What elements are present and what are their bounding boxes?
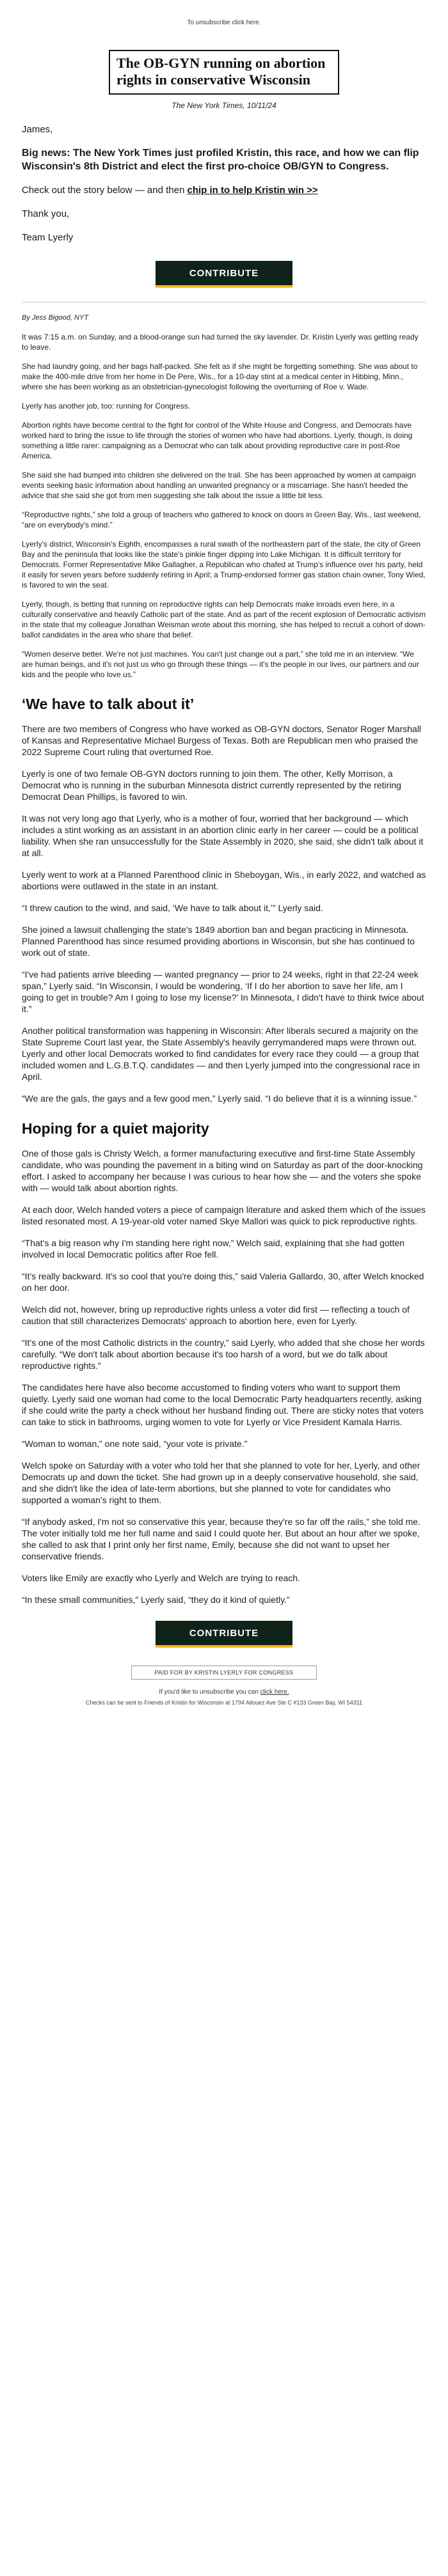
article-paragraph: One of those gals is Christy Welch, a former manufacturing executive and first-time State Assembly candidate, who was pounding the pavement in a biting wind on Saturday as part of the door-knocking effort. I asked to accompany her because I was curious to hear how she — and the voters she spoke with — would talk about abortion rights. bbox=[22, 1148, 423, 1193]
check-out-text: Check out the story below — and then bbox=[22, 185, 188, 196]
subhead-talk-about-it: ‘We have to talk about it’ bbox=[22, 696, 195, 712]
byline: By Jess Bigood, NYT bbox=[22, 314, 88, 322]
article-paragraph: It was 7:15 a.m. on Sunday, and a blood-orange sun had turned the sky lavender. Dr. Kristin Lyerly was getting ready to leave. bbox=[22, 332, 419, 352]
footer-unsubscribe bbox=[0, 1689, 448, 1696]
article-paragraph: “I threw caution to the wind, and said, ‘We have to talk about it,’” Lyerly said. bbox=[22, 903, 323, 913]
article-paragraph: The candidates here have also become accustomed to finding voters who want to support them quietly. Lyerly said one woman had come to the local Democratic Party headquarters recently, asking if she could write the party a check without her husband finding out. There are sticky notes that voters can take to stick in bathrooms, urging women to vote for Lyerly or Vice President Kamala Harris. bbox=[22, 1382, 424, 1427]
cta-row-top bbox=[0, 261, 448, 288]
paid-for-disclaimer: PAID FOR BY KRISTIN LYERLY FOR CONGRESS bbox=[131, 1666, 317, 1680]
article-section-3 bbox=[22, 1148, 426, 1605]
chip-in-link[interactable]: chip in to help Kristin win >> bbox=[187, 185, 318, 196]
article-paragraph: There are two members of Congress who have worked as OB-GYN doctors, Senator Roger Marshall of Kansas and Representative Michael Burgess of Texas. Both are Republican men who praised the 2022 Supreme Court ruling that overturned Roe. bbox=[22, 724, 422, 757]
article-paragraph: Welch did not, however, bring up reproductive rights unless a voter did first — reflecting a touch of caution that still characterizes Democrats' approach to abortion here, even for Lyerly. bbox=[22, 1304, 410, 1326]
headline: The OB-GYN running on abortion rights in conservative Wisconsin bbox=[109, 50, 339, 95]
subhead-quiet-majority: Hoping for a quiet majority bbox=[22, 1120, 209, 1137]
top-unsubscribe-link[interactable]: To unsubscribe click here. bbox=[187, 19, 261, 26]
article-paragraph: “Reproductive rights,” she told a group of teachers who gathered to knock on doors in Green Bay, Wis., last weekend, “are on everybody's mind.” bbox=[22, 510, 421, 529]
article-paragraph: She said she had bumped into children she delivered on the trail. She has been approached by women at campaign events seeking basic information about handling an unwanted pregnancy or a miscarriage. She hasn't heeded the advice that she said she got from men suggesting she talk about the issue a little bit less. bbox=[22, 471, 416, 500]
article-paragraph: Lyerly went to work at a Planned Parenthood clinic in Sheboygan, Wis., in early 2022, and watched as abortions were outlawed in the state in an instant. bbox=[22, 870, 426, 891]
lead-paragraph: Big news: The New York Times just profiled Kristin, this race, and how we can flip Wisconsin's 8th District and elect the first pro-choice OB/GYN to Congress. bbox=[22, 148, 419, 172]
check-out-paragraph bbox=[22, 183, 426, 197]
thank-you: Thank you, bbox=[22, 208, 70, 219]
article-paragraph: “That's a big reason why I'm standing here right now,” Welch said, explaining that she had gotten involved in local Democratic politics after Roe fell. bbox=[22, 1238, 405, 1260]
article-paragraph: “It's really backward. It's so cool that you're doing this,” said Valeria Gallardo, 30, after Welch knocked on her door. bbox=[22, 1271, 424, 1293]
article-paragraph: “Woman to woman,” one note said, “your vote is private.” bbox=[22, 1439, 248, 1449]
source-line: The New York Times, 10/11/24 bbox=[172, 101, 276, 110]
mailing-address: Checks can be sent to Friends of Kristin for Wisconsin at 1794 Allouez Ave Ste C #133 Green Bay, WI 54311 bbox=[85, 1699, 363, 1706]
contribute-button-top[interactable]: CONTRIBUTE bbox=[156, 261, 292, 288]
article-paragraph: Welch spoke on Saturday with a voter who told her that she planned to vote for her, Lyerly, and other Democrats up and down the ticket. She had grown up in a deeply conservative household, she said, and she didn't like the idea of late-term abortions, but she planned to vote for candidates who supported a woman's right to them. bbox=[22, 1460, 420, 1505]
article-paragraph: Lyerly, though, is betting that running on reproductive rights can help Democrats make inroads even here, in a culturally conservative and heavily Catholic part of the state. And as part of the recent explosion of Democratic activism in the state that my colleague Jonathan Weisman wrote about this morning, she has helped to recruit a cohort of down-ballot candidates in the area who share that belief. bbox=[22, 600, 426, 639]
article-paragraph: Another political transformation was happening in Wisconsin: After liberals secured a majority on the State Supreme Court last year, the State Assembly's heavily gerrymandered maps were thrown out. Lyerly and other local Democrats worked to find candidates for every race they could — a group that included women and L.G.B.T.Q. candidates — and then Lyerly jumped into the congressional race in April. bbox=[22, 1026, 420, 1082]
article-paragraph: Lyerly is one of two female OB-GYN doctors running to join them. The other, Kelly Morrison, a Democrat who is running in the suburban Minnesota district currently represented by the retiring Democrat Dean Phillips, is favored to win. bbox=[22, 769, 401, 802]
article-section-2 bbox=[22, 723, 426, 1104]
article-paragraph: She joined a lawsuit challenging the state's 1849 abortion ban and began practicing in Minnesota. Planned Parenthood has since resumed providing abortions in Wisconsin, but she has continued to work out of state. bbox=[22, 925, 415, 958]
article bbox=[0, 313, 448, 1605]
article-paragraph: It was not very long ago that Lyerly, who is a mother of four, worried that her background — which includes a stint working as an assistant in an abortion clinic early in her career — could be a political liability. When she ran unsuccessfully for the State Assembly in 2020, she said, she didn't talk about it at all. bbox=[22, 813, 424, 858]
article-paragraph: At each door, Welch handed voters a piece of campaign literature and asked them which of the issues listed resonated most. A 19-year-old voter named Skye Mallori was quick to pick reproductive rights. bbox=[22, 1205, 426, 1226]
article-paragraph: She had laundry going, and her bags half-packed. She felt as if she might be forgetting something. She was about to make the 400-mile drive from her home in De Pere, Wis., for a 10-day stint at a medical center in Hibbing, Minn., where she has been working as an obstetrician-gynecologist following the overturning of Roe v. Wade. bbox=[22, 362, 418, 391]
contribute-button-bottom[interactable]: CONTRIBUTE bbox=[156, 1621, 292, 1648]
article-paragraph: “I've had patients arrive bleeding — wanted pregnancy — prior to 24 weeks, right in that 22-24 week span,” Lyerly said. “In Wisconsin, I would be wondering, ‘If I do her abortion to save her life, am I going to get in trouble? Am I going to lose my license?’ In Minnesota, I didn't have to think twice about it.” bbox=[22, 969, 424, 1014]
article-paragraph: Lyerly's district, Wisconsin's Eighth, encompasses a rural swath of the northeastern part of the state, the city of Green Bay and the peninsula that looks like the state's pinkie finger dipping into Lake Michigan. It is difficult territory for Democrats. Former Representative Mike Gallagher, a Republican who chafed at Trump's influence over his party, held it easily for seven years before suddenly retiring in April; a Trump-endorsed former gas station chain owner, Tony Wied, is favored to win the seat. bbox=[22, 540, 426, 589]
top-unsubscribe bbox=[0, 0, 448, 37]
article-paragraph: Voters like Emily are exactly who Lyerly and Welch are trying to reach. bbox=[22, 1573, 300, 1583]
footer-unsubscribe-link[interactable]: click here. bbox=[260, 1689, 289, 1696]
article-paragraph: “If anybody asked, I'm not so conservative this year, because they're so far off the rails,” she told me. The voter initially told me her full name and said I could quote her. But about an hour after we spoke, she called to ask that I print only her first name, Emily, because she did not want to upset her conservative friends. bbox=[22, 1517, 420, 1561]
article-paragraph: “In these small communities,” Lyerly said, “they do it kind of quietly.” bbox=[22, 1595, 290, 1605]
article-paragraph: “It's one of the most Catholic districts in the country,” said Lyerly, who added that she chose her words carefully. “We don't talk about abortion because it's too harsh of a word, but we do talk about reproductive rights.” bbox=[22, 1338, 425, 1371]
greeting: James, bbox=[22, 124, 53, 135]
article-paragraph: “We are the gals, the gays and a few good men,” Lyerly said. “I do believe that it is a winning issue.” bbox=[22, 1093, 417, 1104]
article-paragraph: “Women deserve better. We're not just machines. You can't just change out a part,” she told me in an interview. “We are human beings, and it's not just us who go through these things — it's the people in our lives, our partners and our kids and the people who love us.” bbox=[22, 650, 419, 679]
article-paragraph: Abortion rights have become central to the fight for control of the White House and Congress, and Democrats have worked hard to bring the issue to life through the stories of women who have had abortions. Lyerly, though, is doing something a little rarer: campaigning as a Democrat who can talk about providing reproductive care in post-Roe America. bbox=[22, 421, 413, 460]
article-paragraph: Lyerly has another job, too: running for Congress. bbox=[22, 402, 191, 410]
intro-section bbox=[0, 123, 448, 244]
footer-unsubscribe-text: If you'd like to unsubscribe you can bbox=[159, 1689, 260, 1696]
signature: Team Lyerly bbox=[22, 232, 74, 243]
article-section-1 bbox=[22, 332, 426, 680]
cta-row-bottom bbox=[0, 1621, 448, 1648]
